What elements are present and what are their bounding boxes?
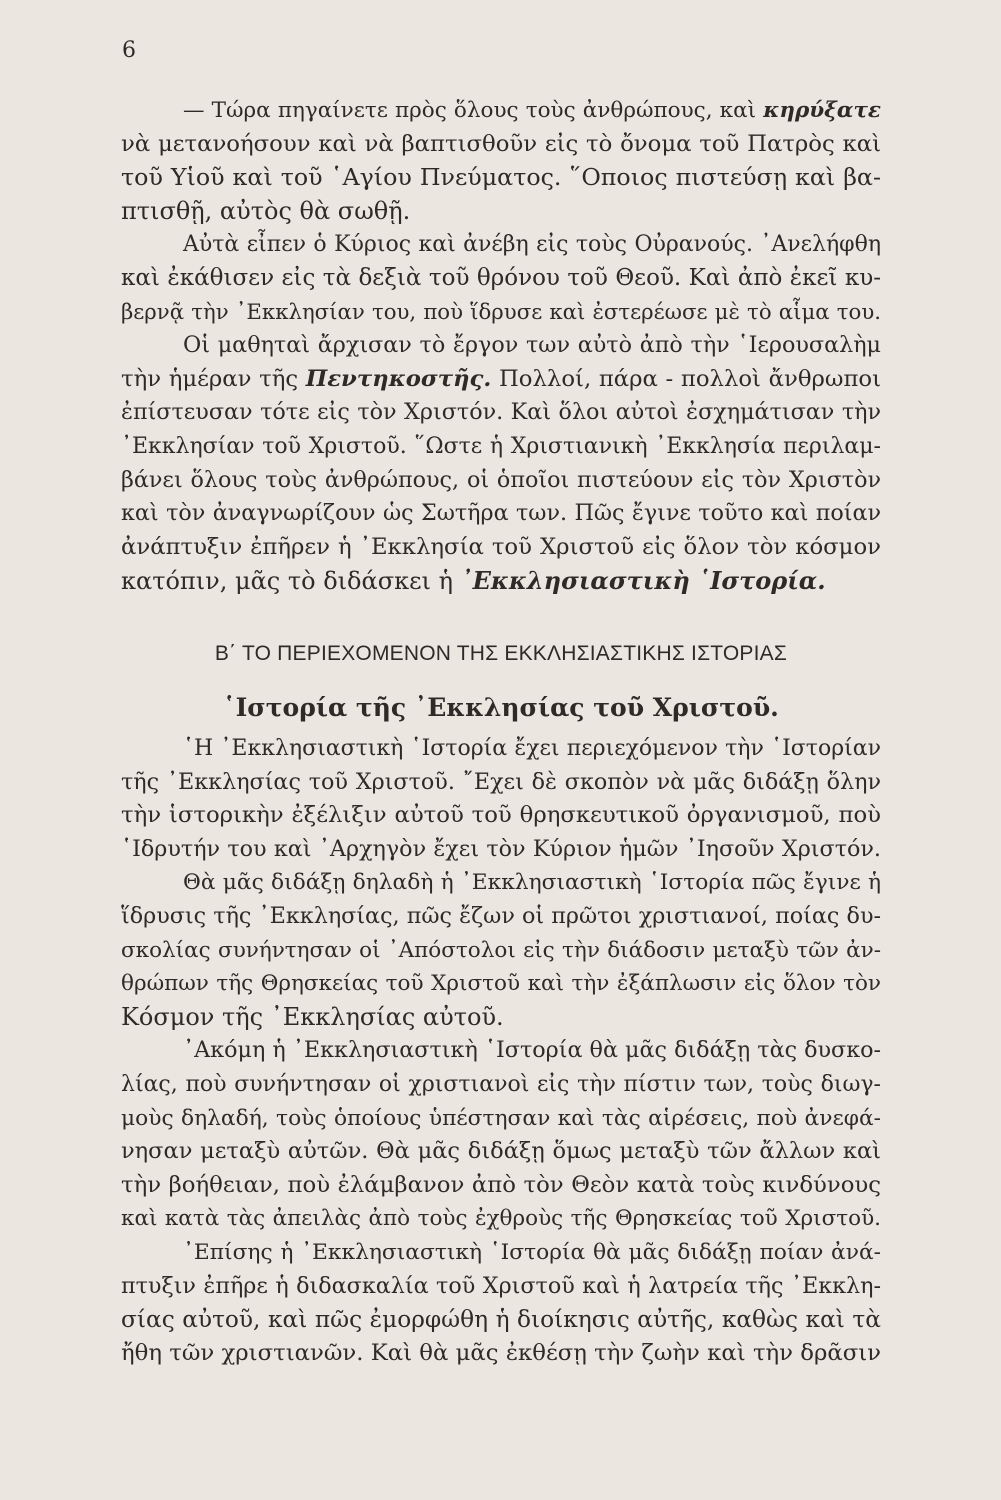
text-line: ῾Ιδρυτήν του καὶ ᾿Αρχηγὸν ἔχει τὸν Κύριον ἡμῶν ᾿Ιησοῦν Χριστόν.	[121, 835, 881, 862]
text-line: νησαν μεταξὺ αὐτῶν. Θὰ μᾶς διδάξῃ ὅμως μεταξὺ τῶν ἄλλων καὶ	[121, 1138, 881, 1165]
text-line: ῾Η ᾿Εκκλησιαστικὴ ῾Ιστορία ἔχει περιεχόμενον τὴν ῾Ιστορίαν	[183, 736, 881, 762]
text-line: βάνει ὅλους τοὺς ἀνθρώπους, οἱ ὁποῖοι πιστεύουν εἰς τὸν Χριστὸν	[121, 466, 881, 493]
text-line: ἵδρυσις τῆς ᾿Εκκλησίας, πῶς ἔζων οἱ πρῶτοι χριστιανοί, ποίας δυ-	[121, 903, 881, 930]
text-line: Αὐτὰ εἶπεν ὁ Κύριος καὶ ἀνέβη εἰς τοὺς Οὐρανούς. ᾿Ανελήφθη	[183, 232, 881, 258]
text-segment: τὴν ἡμέραν τῆς	[121, 365, 306, 392]
text-line: σίας αὐτοῦ, καὶ πῶς ἐμορφώθη ἡ διοίκησις αὐτῆς, καθὼς καὶ τὰ	[121, 1306, 881, 1334]
spacer	[121, 671, 881, 691]
text-line: πτυξιν ἐπῆρε ἡ διδασκαλία τοῦ Χριστοῦ καὶ ἡ λατρεία τῆς ᾿Εκκλη-	[121, 1272, 881, 1299]
emphasis-text: ᾿Εκκλησιαστικὴ ῾Ιστορία.	[460, 566, 826, 596]
text-line: ᾿Ακόμη ἡ ᾿Εκκλησιαστικὴ ῾Ιστορία θὰ μᾶς διδάξῃ τὰς δυσκο-	[183, 1037, 882, 1064]
text-line: καὶ τὸν ἀναγνωρίζουν ὡς Σωτῆρα των. Πῶς ἔγινε τοῦτο καὶ ποίαν	[121, 500, 881, 527]
page-number: 6	[122, 38, 136, 63]
text-line: τὴν ἱστορικὴν ἐξέλιξιν αὐτοῦ τοῦ θρησκευτικοῦ ὀργανισμοῦ, ποὺ	[121, 802, 881, 829]
text-line: ᾿Επίσης ἡ ᾿Εκκλησιαστικὴ ῾Ιστορία θὰ μᾶς διδάξῃ ποίαν ἀνά-	[183, 1240, 881, 1265]
text-line: τοῦ Υἱοῦ καὶ τοῦ ῾Αγίου Πνεύματος. ῞Οποιος πιστεύσῃ καὶ βα-	[121, 163, 881, 192]
section-subheading: ῾Ιστορία τῆς ᾿Εκκλησίας τοῦ Χριστοῦ.	[223, 692, 779, 722]
text-line: νὰ μετανοήσουν καὶ νὰ βαπτισθοῦν εἰς τὸ ὄνομα τοῦ Πατρὸς καὶ	[121, 130, 881, 157]
text-line: βερνᾷ τὴν ᾿Εκκλησίαν του, ποὺ ἵδρυσε καὶ ἐστερέωσε μὲ τὸ αἷμα του.	[121, 299, 881, 325]
text-segment: κατόπιν, μᾶς τὸ διδάσκει ἡ	[121, 567, 461, 596]
text-line	[121, 363, 881, 397]
text-line: ἐπίστευσαν τότε εἰς τὸν Χριστόν. Καὶ ὅλοι αὐτοὶ ἐσχημάτισαν τὴν	[121, 399, 881, 426]
text-line: ἀνάπτυξιν ἐπῆρεν ἡ ᾿Εκκλησία τοῦ Χριστοῦ εἰς ὅλον τὸν κόσμον	[121, 533, 881, 560]
text-line: ᾿Εκκλησίαν τοῦ Χριστοῦ. ῞Ωστε ἡ Χριστιανικὴ ᾿Εκκλησία περιλαμ-	[121, 433, 881, 459]
text-segment: Πολλοί, πάρα - πολλοὶ ἄνθρωποι	[491, 365, 882, 392]
text-line: μοὺς δηλαδή, τοὺς ὁποίους ὑπέστησαν καὶ τὰς αἱρέσεις, ποὺ ἀνεφά-	[121, 1105, 881, 1131]
text-line: πτισθῇ, αὐτὸς θὰ σωθῇ.	[121, 196, 411, 225]
text-line: θρώπων τῆς Θρησκείας τοῦ Χριστοῦ καὶ τὴν ἐξάπλωσιν εἰς ὅλον τὸν	[121, 971, 881, 997]
text-line: Οἱ μαθηταὶ ἄρχισαν τὸ ἔργον των αὐτὸ ἀπὸ τὴν ῾Ιερουσαλὴμ	[183, 332, 881, 359]
text-line	[121, 94, 881, 128]
section-heading: Β΄ ΤΟ ΠΕΡΙΕΧΟΜΕΝΟΝ ΤΗΣ ΕΚΚΛΗΣΙΑΣΤΙΚΗΣ ΙΣΤΟΡΙΑΣ	[214, 641, 788, 665]
spacer	[121, 724, 881, 732]
text-segment: — Τώρα πηγαίνετε πρὸς ὅλους τοὺς ἀνθρώπους, καὶ	[183, 98, 764, 123]
text-line: τὴν βοήθειαν, ποὺ ἐλάμβανον ἀπὸ τὸν Θεὸν κατὰ τοὺς κινδύνους	[121, 1171, 881, 1198]
emphasis-text: Πεντηκοστῆς.	[305, 365, 492, 392]
emphasis-text: κηρύξατε	[763, 98, 881, 123]
text-line: ἤθη τῶν χριστιανῶν. Καὶ θὰ μᾶς ἐκθέσῃ τὴν ζωὴν καὶ τὴν δρᾶσιν	[121, 1339, 881, 1366]
text-line	[121, 564, 881, 599]
text-line: Θὰ μᾶς διδάξῃ δηλαδὴ ἡ ᾿Εκκλησιαστικὴ ῾Ιστορία πῶς ἔγινε ἡ	[183, 870, 881, 896]
text-line: Κόσμον τῆς ᾿Εκκλησίας αὐτοῦ.	[121, 1002, 504, 1031]
text-line: καὶ ἐκάθισεν εἰς τὰ δεξιὰ τοῦ θρόνου τοῦ Θεοῦ. Καὶ ἀπὸ ἐκεῖ κυ-	[121, 264, 881, 291]
text-line: καὶ κατὰ τὰς ἀπειλὰς ἀπὸ τοὺς ἐχθροὺς τῆς Θρησκείας τοῦ Χριστοῦ.	[121, 1206, 881, 1232]
text-line: λίας, ποὺ συνήντησαν οἱ χριστιανοὶ εἰς τὴν πίστιν των, τοὺς διωγ-	[121, 1072, 881, 1098]
page-body	[121, 94, 881, 1370]
text-line: σκολίας συνήντησαν οἱ ᾿Απόστολοι εἰς τὴν διάδοσιν μεταξὺ τῶν ἀν-	[121, 937, 881, 963]
text-line: τῆς ᾿Εκκλησίας τοῦ Χριστοῦ. ῎Εχει δὲ σκοπὸν νὰ μᾶς διδάξῃ ὅλην	[121, 768, 881, 795]
spacer	[121, 599, 881, 637]
